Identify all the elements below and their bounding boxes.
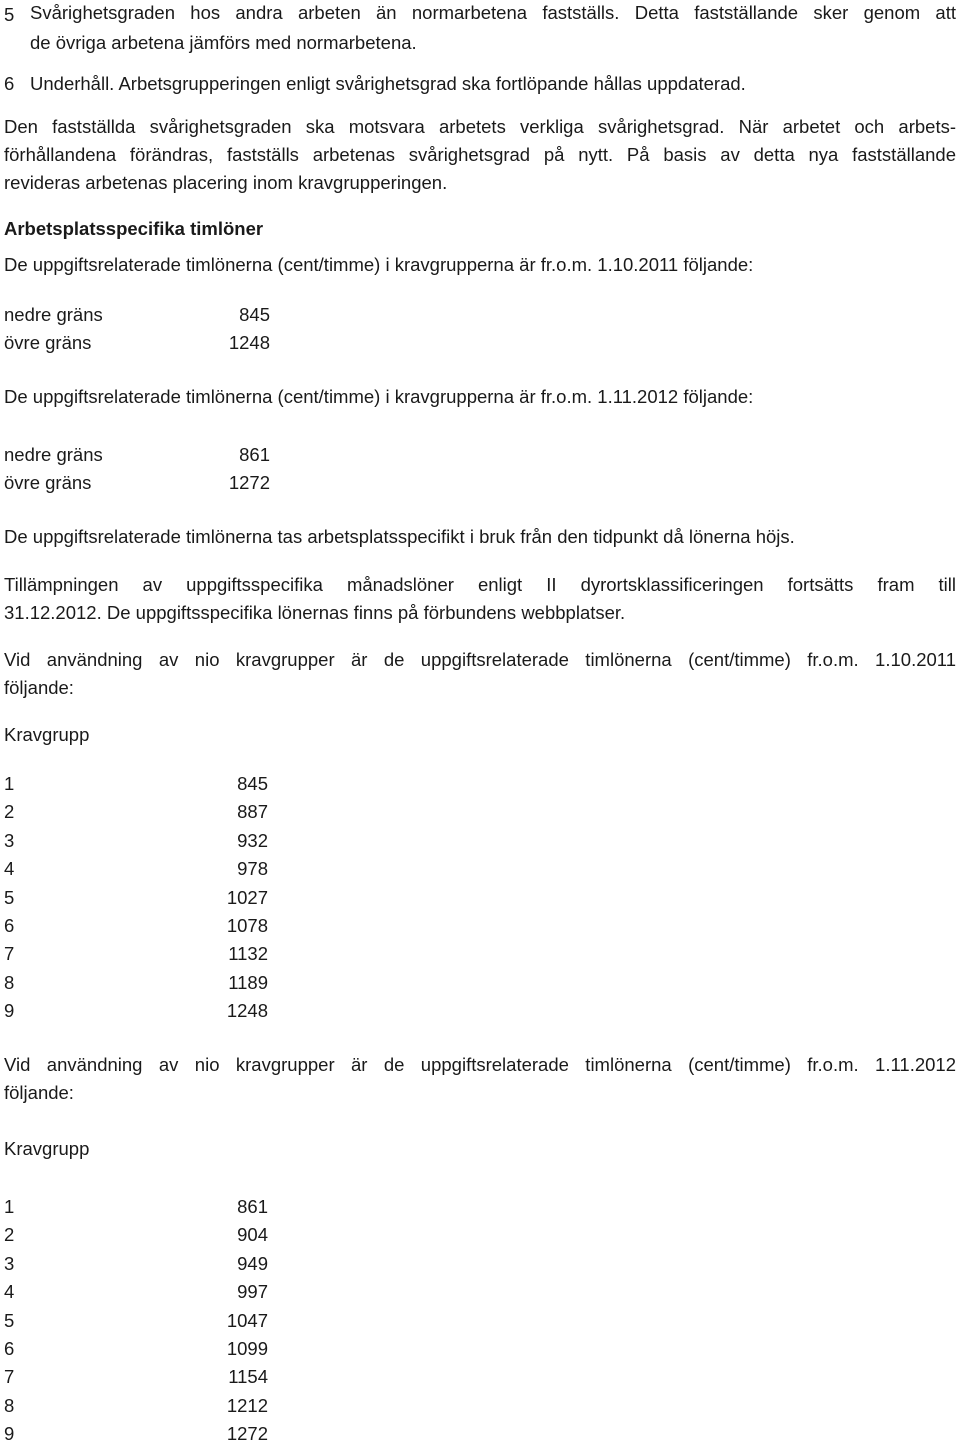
item-number: 6 [4, 73, 15, 94]
limit-label: nedre gräns [4, 304, 103, 325]
kravgrupp-value: 845 [237, 773, 268, 794]
limit-label: nedre gräns [4, 444, 103, 465]
kravgrupp-number: 9 [4, 1000, 15, 1022]
kravgrupp-value: 1189 [228, 971, 268, 993]
kravgrupp-number: 8 [4, 1394, 15, 1416]
paragraph-in-use: De uppgiftsrelaterade timlönerna tas arbetsplatsspecifikt i bruk från den tidpunkt då lönerna höjs. [4, 526, 795, 547]
kravgrupp-value: 1272 [226, 1423, 268, 1445]
kravgrupp-number: 3 [4, 1252, 15, 1274]
paragraph-line: Vid användning av nio kravgrupper är de uppgiftsrelaterade timlönerna (cent/timme) fr.o.m. 1.11.2012 [4, 1054, 956, 1075]
kravgrupp-value: 861 [237, 1196, 268, 1217]
paragraph-line: följande: [4, 1082, 74, 1103]
kravgrupp-number: 7 [4, 943, 15, 965]
kravgrupp-number: 4 [4, 858, 15, 880]
kravgrupp-value: 978 [237, 858, 268, 880]
kravgrupp-value: 1078 [226, 915, 268, 936]
limit-label: övre gräns [4, 332, 92, 353]
kravgrupp-number: 2 [4, 1224, 15, 1246]
kravgrupp-value: 1248 [226, 1000, 268, 1022]
kravgrupp-number: 3 [4, 829, 15, 851]
kravgrupp-number: 1 [4, 773, 15, 794]
kravgrupp-number: 9 [4, 1423, 15, 1445]
kravgrupp-value: 1154 [228, 1366, 268, 1388]
limit-value: 1248 [228, 332, 270, 353]
kravgrupp-number: 2 [4, 801, 15, 823]
item-text-line: Underhåll. Arbetsgrupperingen enligt svårighetsgrad ska fortlöpande hållas uppdaterad. [30, 73, 746, 94]
kravgrupp-number: 7 [4, 1366, 15, 1388]
section-heading: Arbetsplatsspecifika timlöner [4, 218, 264, 239]
kravgrupp-label: Kravgrupp [4, 724, 90, 745]
kravgrupp-value: 887 [237, 801, 268, 823]
kravgrupp-value: 1099 [226, 1338, 268, 1359]
paragraph-line: följande: [4, 677, 74, 698]
kravgrupp-number: 1 [4, 1196, 15, 1217]
kravgrupp-value: 1212 [226, 1394, 268, 1416]
paragraph-line: 31.12.2012. De uppgiftsspecifika lönernas finns på förbundens webbplatser. [4, 602, 626, 623]
limit-label: övre gräns [4, 472, 92, 493]
kravgrupp-number: 4 [4, 1281, 15, 1303]
kravgrupp-number: 5 [4, 886, 15, 908]
intro-2011: De uppgiftsrelaterade timlönerna (cent/timme) i kravgrupperna är fr.o.m. 1.10.2011 följande: [4, 254, 754, 275]
limit-value: 845 [239, 304, 270, 325]
kravgrupp-label: Kravgrupp [4, 1138, 90, 1159]
paragraph-line: förhållandena förändras, fastställs arbetenas svårighetsgrad på nytt. På basis av detta nya fastställande [4, 144, 956, 165]
kravgrupp-value: 1132 [228, 943, 268, 965]
kravgrupp-number: 5 [4, 1309, 15, 1331]
kravgrupp-value: 1027 [226, 886, 268, 908]
item-text-line: de övriga arbetena jämförs med normarbetena. [30, 32, 417, 53]
limit-value: 861 [239, 444, 270, 465]
kravgrupp-value: 932 [237, 829, 268, 851]
kravgrupp-number: 6 [4, 915, 15, 936]
intro-2012: De uppgiftsrelaterade timlönerna (cent/timme) i kravgrupperna är fr.o.m. 1.11.2012 följande: [4, 386, 754, 407]
kravgrupp-value: 904 [237, 1224, 268, 1246]
kravgrupp-value: 949 [237, 1252, 268, 1274]
paragraph-line: Den fastställda svårighetsgraden ska motsvara arbetets verkliga svårighetsgrad. När arbetet och arbets- [4, 116, 956, 137]
paragraph-line: Tillämpningen av uppgiftsspecifika månadslöner enligt II dyrortsklassificeringen fortsätts fram till [4, 574, 956, 595]
limit-value: 1272 [228, 472, 270, 493]
item-number: 5 [4, 4, 15, 25]
kravgrupp-value: 997 [237, 1281, 268, 1303]
kravgrupp-number: 8 [4, 971, 15, 993]
kravgrupp-value: 1047 [226, 1309, 268, 1331]
kravgrupp-number: 6 [4, 1338, 15, 1359]
paragraph-line: Vid användning av nio kravgrupper är de uppgiftsrelaterade timlönerna (cent/timme) fr.o.m. 1.10.2011 [4, 649, 956, 670]
item-text-line: Svårighetsgraden hos andra arbeten än normarbetena fastställs. Detta fastställande sker genom att [30, 2, 956, 23]
paragraph-line: revideras arbetenas placering inom kravgrupperingen. [4, 172, 448, 193]
